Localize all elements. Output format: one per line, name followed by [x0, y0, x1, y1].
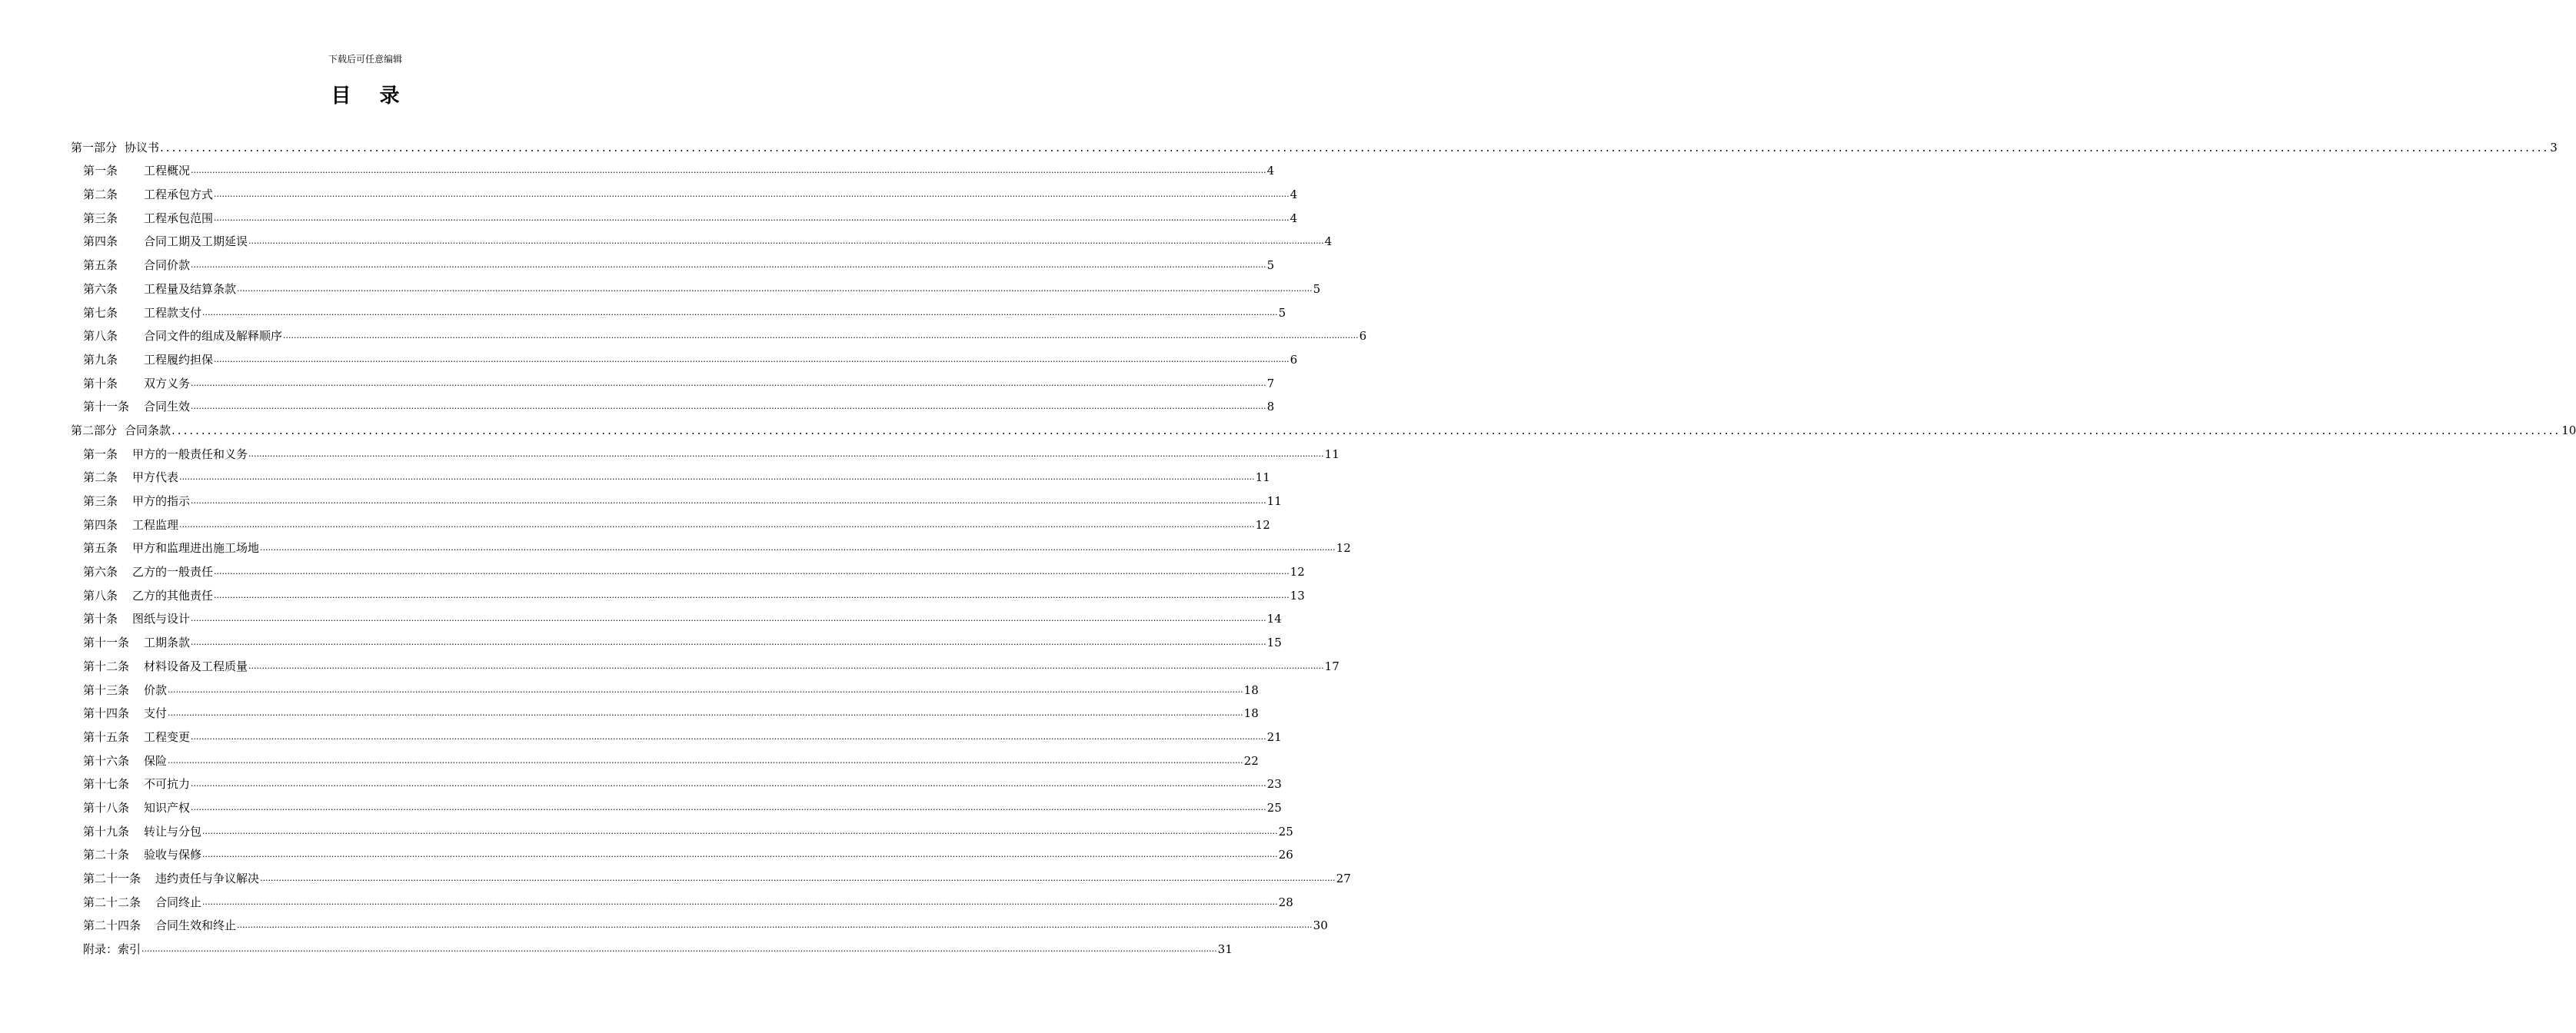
toc-leader-dots: ................................................................................................................................................................................................................................................................................................................................................................................................................	[248, 660, 1324, 671]
toc-entry-title: 验收与保修	[144, 848, 202, 862]
toc-leader-dots: ................................................................................................................................................................................................................................................................................................................................................................................................................	[191, 496, 1266, 506]
toc-entry-page: 21	[1266, 729, 1282, 744]
toc-leader-dots: ................................................................................................................................................................................................................................................................................................................................................................................................................	[248, 448, 1324, 459]
toc-entry-number: 第十条	[83, 612, 118, 626]
toc-entry-title: 合同生效	[144, 400, 191, 414]
toc-leader-dots: ................................................................................................................................................................................................................................................................................................................................................................................................................	[141, 944, 1217, 955]
toc-entry-title: 工程款支付	[144, 305, 202, 320]
toc-entry-page: 31	[1217, 942, 1233, 957]
toc-entry-number: 第十四条	[83, 706, 130, 721]
toc-entry-title: 甲方代表	[132, 470, 179, 485]
toc-entry-title: 工程承包范围	[144, 211, 214, 225]
toc-leader-dots: ................................................................................................................................................................................................................................................................................................................................................................................................................	[168, 708, 1243, 719]
toc-entry-number: 第二部分	[71, 423, 118, 437]
toc-article-entry[interactable]	[71, 367, 1275, 390]
toc-entry-page: 17	[1324, 659, 1340, 673]
toc-entry-number: 第十九条	[83, 824, 130, 839]
toc-entry-title: 违约责任与争议解决	[155, 872, 260, 885]
toc-entry-title: 材料设备及工程质量	[144, 659, 248, 673]
toc-article-entry[interactable]	[71, 815, 1293, 839]
toc-entry-title: 工程变更	[144, 729, 191, 744]
toc-leader-dots: ................................................................................................................................................................................................................................................................................................................................................................................................................	[168, 684, 1243, 695]
toc-article-entry[interactable]	[71, 178, 1298, 202]
toc-entry-number: 第五条	[83, 258, 118, 273]
toc-entry-number: 第二十四条	[83, 918, 141, 933]
toc-entry-title: 工程承包方式	[144, 188, 214, 202]
toc-entry-title: 合同工期及工期延误	[144, 234, 248, 249]
toc-leader-dots: ................................................................................................................................................................................................................................................................................................................................................................................................................	[179, 472, 1255, 483]
toc-entry-number: 第十一条	[83, 400, 130, 414]
toc-part-entry[interactable]	[71, 414, 2576, 437]
toc-entry-title: 合同价款	[144, 258, 191, 273]
toc-entry-number: 第二十二条	[83, 895, 141, 909]
toc-entry-page: 25	[1278, 824, 1293, 839]
toc-article-entry[interactable]	[71, 555, 1305, 580]
toc-leader-dots: ................................................................................................................................................................................................................................................................................................................................................................................................................	[191, 731, 1266, 742]
toc-entry-page: 14	[1266, 612, 1282, 626]
toc-leader-dots: ................................................................................................................................................................................................................................................................................................................................................................................................................	[214, 212, 1290, 223]
toc-article-entry[interactable]	[71, 154, 1275, 178]
toc-entry-number: 第十一条	[83, 636, 130, 650]
toc-entry-page: 5	[1313, 281, 1321, 296]
toc-entry-page: 4	[1290, 188, 1298, 202]
toc-entry-page: 12	[1255, 517, 1270, 532]
toc-article-entry[interactable]	[71, 248, 1275, 273]
toc-leader-dots: ................................................................................................................................................................................................................................................................................................................................................................................................................	[191, 613, 1266, 624]
toc-article-entry[interactable]	[71, 579, 1305, 603]
toc-article-entry[interactable]	[71, 225, 1333, 249]
toc-entry-title: 甲方的一般责任和义务	[132, 447, 248, 461]
toc-entry-page: 23	[1266, 777, 1282, 792]
toc-leader-dots: ................................................................................................................................................................................................................................................................................................................................................................................................................	[191, 260, 1266, 271]
toc-article-entry[interactable]	[71, 296, 1286, 320]
toc-article-entry[interactable]	[71, 697, 1259, 721]
toc-entry-page: 12	[1290, 565, 1305, 580]
toc-entry-number: 第三条	[83, 494, 118, 508]
toc-entry-number: 第一部分	[71, 140, 118, 154]
toc-entry-number: 第四条	[83, 234, 118, 249]
toc-entry-page: 4	[1266, 164, 1275, 178]
toc-entry-title: 知识产权	[144, 800, 191, 815]
toc-entry-page: 8	[1266, 400, 1275, 414]
toc-entry-title: 合同终止	[155, 895, 202, 909]
toc-entry-number: 第五条	[83, 541, 118, 556]
toc-entry-title: 不可抗力	[144, 777, 191, 792]
toc-entry-number: 第九条	[83, 352, 118, 367]
toc-entry-page: 4	[1290, 211, 1298, 225]
toc-entry-number: 第二条	[83, 188, 118, 202]
toc-entry-page: 6	[1290, 352, 1298, 367]
toc-part-entry[interactable]	[71, 131, 2558, 154]
toc-entry-title: 合同条款	[125, 423, 171, 437]
toc-entry-title: 工程履约担保	[144, 352, 214, 367]
toc-leader-dots: ................................................................................................................................................................................................................................................................................................................................................................................................................	[214, 590, 1290, 600]
toc-leader-dots: ................................................................................................................................................................................................................................................................................................................................................................................................................	[214, 354, 1290, 364]
toc-entry-page: 30	[1313, 918, 1328, 933]
toc-article-entry[interactable]	[71, 484, 1282, 508]
toc-entry-number: 第六条	[83, 281, 118, 296]
toc-article-entry[interactable]	[71, 649, 1340, 673]
toc-article-entry[interactable]	[71, 508, 1270, 532]
toc-entry-title: 转让与分包	[144, 824, 202, 839]
toc-entry-number: 第三条	[83, 211, 118, 225]
toc-entry-title: 图纸与设计	[132, 612, 191, 626]
page-header-note: 下载后可任意编辑	[328, 54, 402, 65]
toc-entry-title: 索引	[118, 942, 141, 957]
toc-article-entry[interactable]	[71, 932, 1233, 957]
toc-leader-dots: ................................................................................................................................................................................................................................................................................................................................................................................................................	[191, 779, 1266, 789]
toc-entry-page: 5	[1278, 305, 1286, 320]
toc-entry-page: 4	[1324, 234, 1333, 249]
toc-entry-number: 附录：	[83, 942, 118, 957]
toc-article-entry[interactable]	[71, 461, 1270, 485]
toc-entry-number: 第十三条	[83, 683, 130, 697]
toc-entry-number: 第八条	[83, 329, 118, 344]
toc-entry-number: 第十六条	[83, 753, 130, 768]
toc-article-entry[interactable]	[71, 885, 1293, 909]
toc-entry-title: 合同生效和终止	[155, 918, 237, 933]
toc-leader-dots: ................................................................................................................................................................................................................................................................................................................................................................................................................	[202, 307, 1278, 317]
toc-entry-page: 18	[1243, 683, 1259, 697]
toc-leader-dots: ................................................................................................................................................................................................................................................................................................................................................................................................................	[214, 189, 1290, 200]
toc-entry-page: 5	[1266, 258, 1275, 273]
toc-article-entry[interactable]	[71, 839, 1293, 862]
toc-leader-dots: ................................................................................................................................................................................................................................................................................................................................................................................................................	[202, 849, 1278, 860]
toc-article-entry[interactable]	[71, 272, 1321, 296]
toc-article-entry[interactable]	[71, 603, 1282, 626]
toc-leader-dots: ................................................................................................................................................................................................................................................................................................................................................................................................................	[260, 873, 1336, 883]
toc-entry-page: 11	[1255, 470, 1270, 485]
toc-entry-title: 工程概况	[144, 164, 191, 178]
toc-entry-title: 甲方和监理进出施工场地	[132, 541, 260, 556]
toc-entry-page: 7	[1266, 376, 1275, 390]
toc-leader-dots: ................................................................................................................................................................................................................................................................................................................................................................................................................	[191, 401, 1266, 412]
toc-entry-page: 3	[2550, 140, 2558, 154]
toc-leader-dots: ................................................................................................................................................................................................................................................................................................................................................................................................................	[202, 896, 1278, 907]
toc-entry-title: 乙方的其他责任	[132, 588, 214, 603]
toc-entry-number: 第十八条	[83, 800, 130, 815]
toc-leader-dots: ................................................................................................................................................................................................................................................................................................................................................................................................................	[214, 566, 1290, 577]
toc-article-entry[interactable]	[71, 768, 1282, 792]
toc-entry-title: 双方义务	[144, 376, 191, 390]
toc-leader-dots: ................................................................................................................................................................................................................................................................................................................................................................................................................	[191, 637, 1266, 648]
toc-leader-dots: ................................................................................................................................................................................................................................................................................................................................................................................................................	[179, 519, 1255, 530]
toc-entry-page: 18	[1243, 706, 1259, 721]
toc-article-entry[interactable]	[71, 390, 1275, 414]
toc-entry-page: 22	[1243, 753, 1259, 768]
toc-entry-number: 第八条	[83, 588, 118, 603]
toc-entry-page: 6	[1359, 329, 1367, 344]
toc-entry-page: 27	[1336, 872, 1351, 885]
toc-entry-title: 价款	[144, 683, 168, 697]
toc-entry-number: 第二十一条	[83, 872, 141, 885]
toc-leader-dots: ................................................................................................................................................................................................................................................................................................................................................................................................................	[283, 330, 1359, 341]
toc-entry-title: 甲方的指示	[132, 494, 191, 508]
toc-entry-page: 13	[1290, 588, 1305, 603]
toc-leader-dots: ................................................................................................................................................................................................................................................................................................................................................................................................................	[171, 423, 2561, 437]
toc-entry-number: 第六条	[83, 565, 118, 580]
toc-leader-dots: ................................................................................................................................................................................................................................................................................................................................................................................................................	[191, 165, 1266, 176]
toc-entry-page: 28	[1278, 895, 1293, 909]
toc-article-entry[interactable]	[71, 437, 1340, 461]
toc-entry-title: 工程量及结算条款	[144, 281, 237, 296]
toc-article-entry[interactable]	[71, 909, 1328, 933]
toc-leader-dots: ................................................................................................................................................................................................................................................................................................................................................................................................................	[248, 236, 1324, 247]
toc-entry-page: 11	[1324, 447, 1340, 461]
toc-article-entry[interactable]	[71, 343, 1298, 367]
toc-entry-title: 工期条款	[144, 636, 191, 650]
toc-leader-dots: ................................................................................................................................................................................................................................................................................................................................................................................................................	[191, 377, 1266, 388]
toc-entry-number: 第二条	[83, 470, 118, 485]
page-title: 目 录	[331, 85, 411, 108]
toc-article-entry[interactable]	[71, 791, 1282, 815]
toc-entry-number: 第十二条	[83, 659, 130, 673]
toc-article-entry[interactable]	[71, 626, 1282, 650]
toc-entry-number: 第十五条	[83, 729, 130, 744]
toc-entry-page: 12	[1336, 541, 1351, 556]
toc-entry-number: 第七条	[83, 305, 118, 320]
toc-leader-dots: ................................................................................................................................................................................................................................................................................................................................................................................................................	[168, 755, 1243, 766]
toc-article-entry[interactable]	[71, 673, 1259, 697]
toc-leader-dots: ................................................................................................................................................................................................................................................................................................................................................................................................................	[260, 543, 1336, 553]
toc-entry-number: 第二十条	[83, 848, 130, 862]
toc-entry-title: 保险	[144, 753, 168, 768]
toc-article-entry[interactable]	[71, 862, 1351, 885]
toc-article-entry[interactable]	[71, 532, 1351, 556]
toc-leader-dots: ................................................................................................................................................................................................................................................................................................................................................................................................................	[202, 825, 1278, 836]
toc-entry-page: 10	[2561, 423, 2576, 437]
toc-entry-page: 25	[1266, 800, 1282, 815]
toc-entry-title: 乙方的一般责任	[132, 565, 214, 580]
toc-entry-number: 第十条	[83, 376, 118, 390]
toc-entry-title: 合同文件的组成及解释顺序	[144, 329, 283, 344]
toc-entry-page: 15	[1266, 636, 1282, 650]
toc-entry-title: 协议书	[125, 140, 160, 154]
toc-leader-dots: ................................................................................................................................................................................................................................................................................................................................................................................................................	[237, 283, 1313, 294]
table-of-contents	[71, 131, 2576, 957]
toc-article-entry[interactable]	[71, 744, 1259, 768]
toc-entry-page: 26	[1278, 848, 1293, 862]
toc-entry-page: 11	[1266, 494, 1282, 508]
toc-article-entry[interactable]	[71, 201, 1298, 225]
toc-entry-number: 第十七条	[83, 777, 130, 792]
toc-leader-dots: ................................................................................................................................................................................................................................................................................................................................................................................................................	[237, 920, 1313, 931]
toc-entry-number: 第四条	[83, 517, 118, 532]
toc-leader-dots: ................................................................................................................................................................................................................................................................................................................................................................................................................	[160, 140, 2550, 154]
toc-article-entry[interactable]	[71, 720, 1282, 744]
toc-entry-title: 工程监理	[132, 517, 179, 532]
toc-entry-title: 支付	[144, 706, 168, 721]
toc-article-entry[interactable]	[71, 320, 1367, 344]
toc-leader-dots: ................................................................................................................................................................................................................................................................................................................................................................................................................	[191, 802, 1266, 812]
toc-entry-number: 第一条	[83, 164, 118, 178]
toc-entry-number: 第一条	[83, 447, 118, 461]
